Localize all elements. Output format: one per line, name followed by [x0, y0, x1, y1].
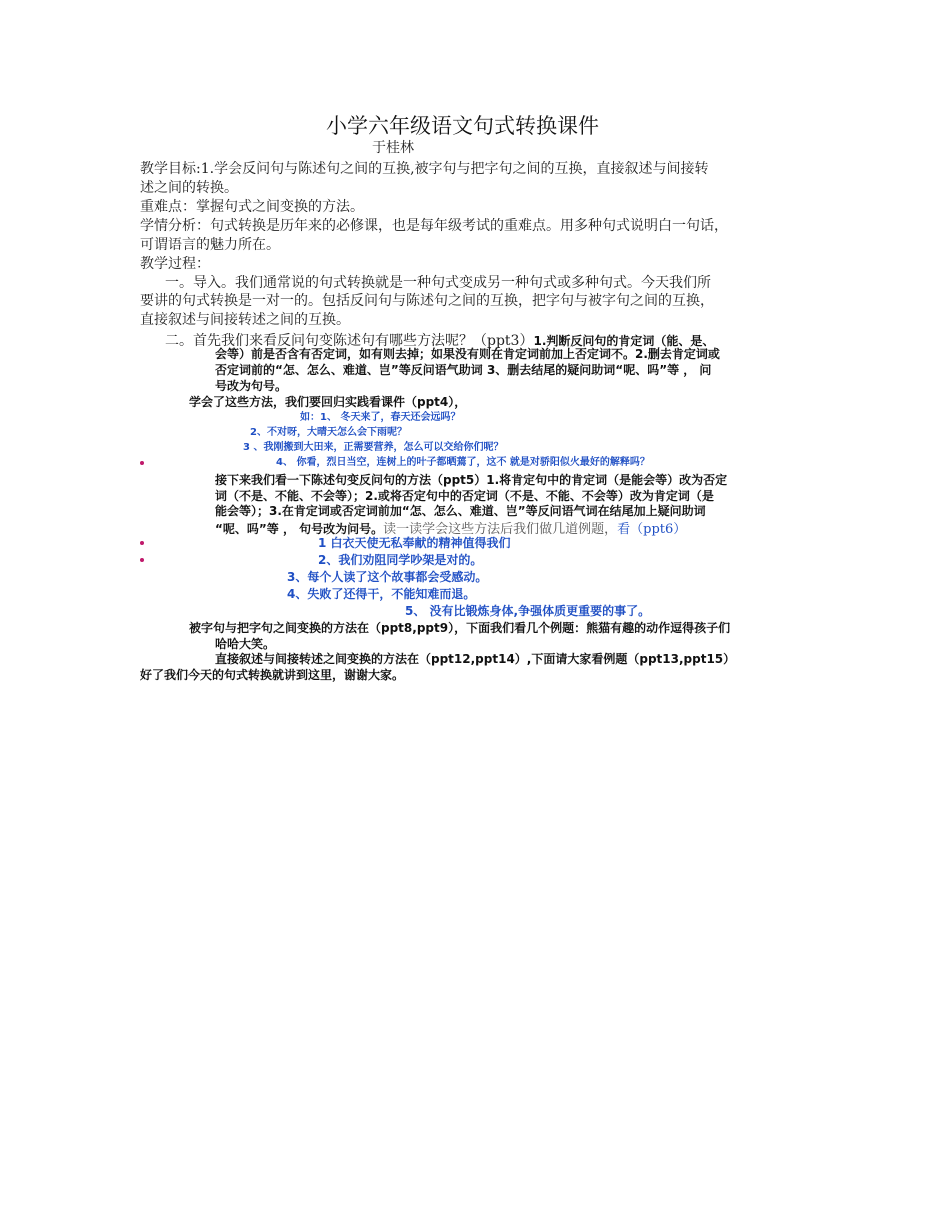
section-two-line-4: 号改为句号。 [215, 379, 288, 393]
analysis: 学情分析：句式转换是历年来的必修课，也是每年级考试的重难点。用多种句式说明白一句话， [140, 218, 728, 234]
reverse-ppt-ref: 看（ppt6） [617, 522, 687, 537]
example-3: 3 、我刚搬到大田来，正需要营养，怎么可以交给你们呢？ [243, 442, 504, 453]
bullet-dot [140, 541, 144, 545]
section-two-lead: 二。首先我们来看反问句变陈述句有哪些方法呢？（ppt3） [165, 333, 534, 349]
section-two [165, 332, 714, 348]
bei-ba-method-2: 哈哈大笑。 [215, 637, 276, 651]
example-4: 4、 你看，烈日当空，连树上的叶子都晒蔫了，这不 就是对骄阳似火最好的解释吗？ [276, 457, 650, 468]
example-2: 2、不对呀，大晴天怎么会下雨呢？ [250, 427, 407, 438]
section-two-line-3: 否定词前的“怎、怎么、难道、岂”等反问语气助词 3、删去结尾的疑问助词“呢、吗”等 ， 问 [215, 363, 712, 377]
teaching-goal-cont: 述之间的转换。 [140, 180, 238, 196]
bullet-dot [140, 558, 144, 562]
direct-indirect-method: 直接叙述与间接转述之间变换的方法在（ppt12,ppt14）,下面请大家看例题（ppt13,ppt15） [215, 652, 736, 666]
page-title: 小学六年级语文句式转换课件 [326, 114, 599, 138]
closing-line: 好了我们今天的句式转换就讲到这里，谢谢大家。 [140, 668, 405, 682]
bullet-dot [140, 461, 144, 465]
bei-ba-method: 被字句与把字句之间变换的方法在（ppt8,ppt9），下面我们看几个例题：熊猫有趣的动作逗得孩子们 [189, 621, 731, 635]
reverse-practice-note: 读一读学会这些方法后我们做几道例题， [383, 522, 618, 537]
analysis-cont: 可谓语言的魅力所在。 [140, 237, 280, 253]
sentence-3: 3、每个人读了这个故事都会受感动。 [287, 570, 488, 584]
reverse-method: 接下来我们看一下陈述句变反问句的方法（ppt5）1.将肯定句中的肯定词（是能会等）改为否定 [215, 473, 728, 487]
intro-paragraph: 一。导入。我们通常说的句式转换就是一种句式变成另一种句式或多种句式。今天我们所 [165, 275, 711, 291]
key-point: 重难点：掌握句式之间变换的方法。 [140, 199, 364, 215]
sentence-5: 5、 没有比锻炼身体,争强体质更重要的事了。 [405, 604, 651, 618]
intro-paragraph-2: 要讲的句式转换是一对一的。包括反问句与陈述句之间的互换，把字句与被字句之间的互换， [140, 293, 714, 309]
intro-paragraph-3: 直接叙述与间接转述之间的互换。 [140, 312, 350, 328]
sentence-1: 1 白衣天使无私奉献的精神值得我们 [318, 536, 511, 550]
section-two-method: 1.判断反问句的肯定词（能、是、 [533, 334, 715, 348]
reverse-method-end: “呢、吗”等 ， 句号改为问号。 [215, 522, 384, 536]
reverse-method-3: 能会等）；3.在肯定词或否定词前加“怎、怎么、难道、岂”等反问语气词在结尾加上疑问助词 [215, 504, 706, 518]
reverse-method-2: 词（不是、不能、不会等）；2.或将否定句中的否定词（不是、不能、不会等）改为肯定词（是 [215, 489, 714, 503]
sentence-4: 4、失败了还得干，不能知难而退。 [287, 587, 476, 601]
teaching-goal: 教学目标:1.学会反问句与陈述句之间的互换,被字句与把字句之间的互换，直接叙述与间接转 [140, 161, 709, 177]
process-heading: 教学过程： [140, 256, 210, 272]
reverse-method-4 [215, 520, 686, 536]
sentence-2: 2、我们劝阻同学吵架是对的。 [318, 553, 483, 567]
section-two-line-2: 会等）前是否含有否定词，如有则去掉；如果没有则在肯定词前加上否定词不。2.删去肯定词或 [215, 347, 720, 361]
practice-intro: 学会了这些方法，我们要回归实践看课件（ppt4）， [189, 395, 467, 409]
example-1: 如：1、 冬天来了，春天还会远吗？ [300, 412, 461, 423]
author: 于桂林 [372, 140, 414, 156]
